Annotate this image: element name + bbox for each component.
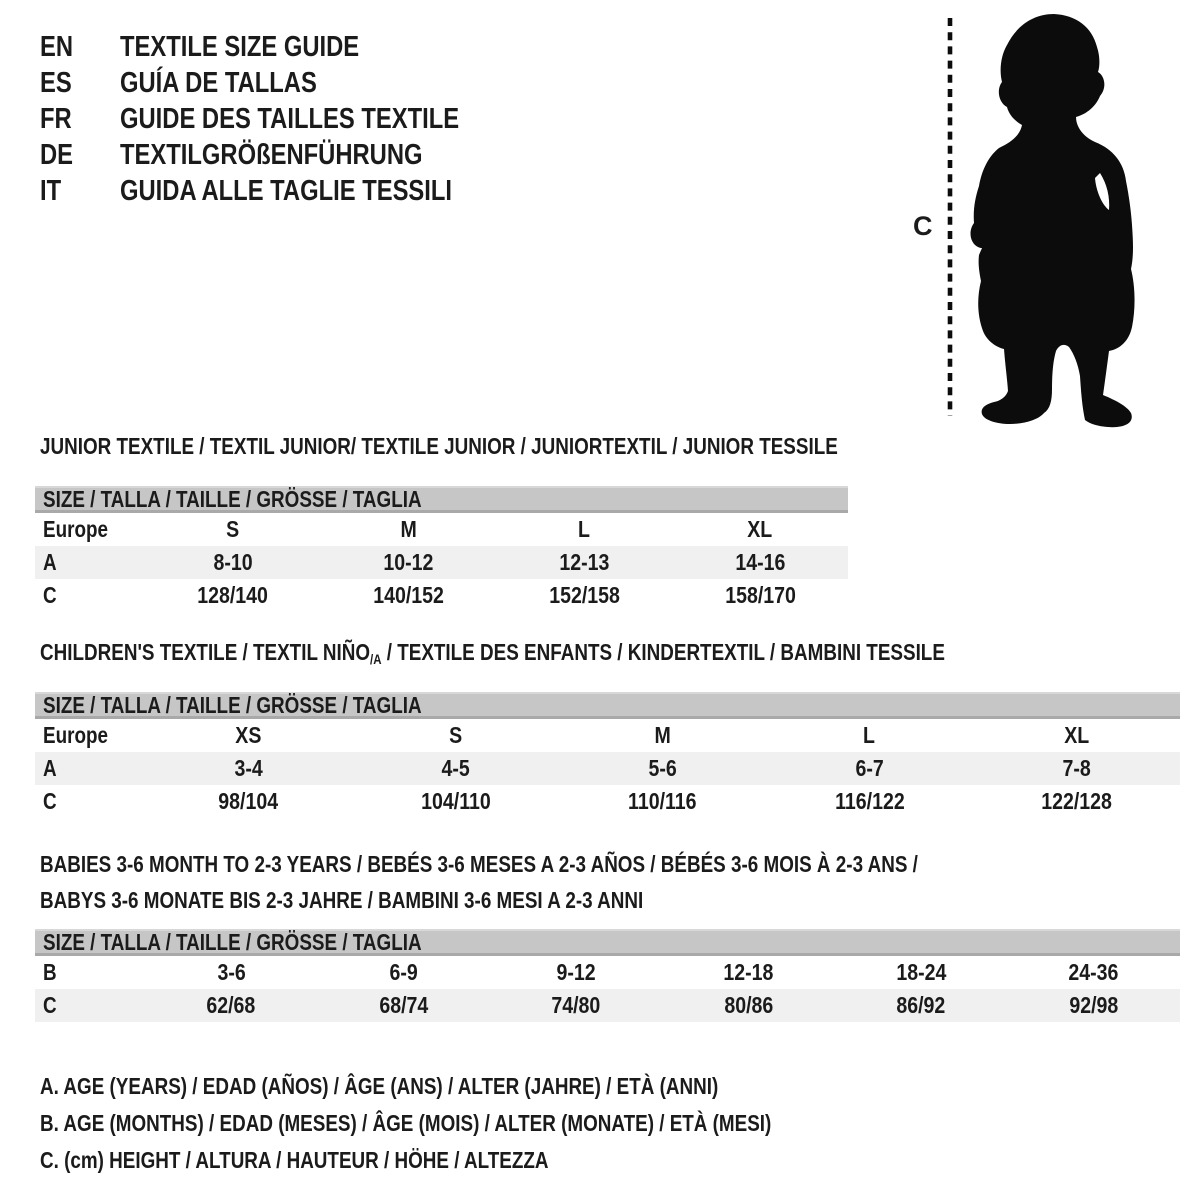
table-cell: 9-12 bbox=[556, 959, 596, 985]
babies-section-heading: BABIES 3-6 MONTH TO 2-3 YEARS / BEBÉS 3-6 MESES A 2-3 AÑOS / BÉBÉS 3-6 MOIS À 2-3 ANS / BABYS 3-6 MONATE BIS 2-3 JAHRE / BAMBINI 3-6 MESI A 2-3 ANNI bbox=[40, 851, 918, 913]
table-row-age bbox=[35, 546, 848, 579]
size-column-header: L bbox=[863, 722, 876, 748]
size-column-header: S bbox=[448, 722, 463, 748]
row-label: A bbox=[43, 755, 57, 781]
table-cell: 140/152 bbox=[373, 582, 444, 608]
lang-row-it bbox=[40, 173, 534, 209]
footnote-age-years: A. AGE (YEARS) / EDAD (AÑOS) / ÂGE (ANS) / ALTER (JAHRE) / ETÀ (ANNI) bbox=[40, 1073, 719, 1099]
row-label: A bbox=[43, 549, 57, 575]
junior-section-heading: JUNIOR TEXTILE / TEXTIL JUNIOR/ TEXTILE JUNIOR / JUNIORTEXTIL / JUNIOR TESSILE bbox=[40, 433, 838, 459]
size-column-header: M bbox=[400, 516, 417, 542]
toddler-silhouette-icon bbox=[900, 12, 1160, 430]
size-column-header: M bbox=[654, 722, 671, 748]
guide-title: TEXTILE SIZE GUIDE bbox=[120, 31, 360, 63]
table-row-age-months bbox=[35, 956, 1180, 989]
table-cell: 14-16 bbox=[735, 549, 786, 575]
table-cell: 158/170 bbox=[724, 582, 796, 608]
table-cell: 128/140 bbox=[197, 582, 269, 608]
row-label: C bbox=[43, 992, 57, 1018]
table-cell: 6-7 bbox=[855, 755, 884, 781]
table-cell: 3-6 bbox=[217, 959, 246, 985]
table-cell: 152/158 bbox=[549, 582, 620, 608]
table-row-sizes bbox=[35, 719, 1180, 752]
table-cell: 10-12 bbox=[383, 549, 434, 575]
lang-code: EN bbox=[40, 31, 74, 63]
table-row-age bbox=[35, 752, 1180, 785]
children-size-table bbox=[35, 692, 1180, 818]
table-cell: 12-13 bbox=[559, 549, 610, 575]
table-cell: 74/80 bbox=[551, 992, 601, 1018]
lang-code: ES bbox=[40, 67, 72, 99]
guide-title: TEXTILGRÖßENFÜHRUNG bbox=[120, 139, 423, 171]
table-row-height bbox=[35, 989, 1180, 1022]
guide-title: GUIDA ALLE TAGLIE TESSILI bbox=[120, 175, 453, 207]
table-cell: 98/104 bbox=[218, 788, 279, 814]
junior-size-table bbox=[35, 486, 848, 612]
row-label: C bbox=[43, 788, 57, 814]
size-header-bar: SIZE / TALLA / TAILLE / GRÖSSE / TAGLIA bbox=[35, 692, 1180, 719]
lang-code: IT bbox=[40, 175, 62, 207]
table-cell: 12-18 bbox=[723, 959, 774, 985]
table-cell: 104/110 bbox=[420, 788, 491, 814]
table-cell: 116/122 bbox=[834, 788, 905, 814]
region-label: Europe bbox=[43, 722, 108, 748]
size-header-bar: SIZE / TALLA / TAILLE / GRÖSSE / TAGLIA bbox=[35, 486, 848, 513]
table-cell: 18-24 bbox=[896, 959, 947, 985]
nino-a-subscript: /A bbox=[370, 651, 382, 667]
size-column-header: S bbox=[226, 516, 240, 542]
guide-title: GUÍA DE TALLAS bbox=[120, 67, 317, 99]
footnote-age-months: B. AGE (MONTHS) / EDAD (MESES) / ÂGE (MOIS) / ALTER (MONATE) / ETÀ (MESI) bbox=[40, 1110, 772, 1136]
table-cell: 92/98 bbox=[1069, 992, 1119, 1018]
size-column-header: XL bbox=[747, 516, 773, 542]
table-cell: 86/92 bbox=[896, 992, 946, 1018]
lang-code: FR bbox=[40, 103, 72, 135]
region-label: Europe bbox=[43, 516, 108, 542]
guide-title: GUIDE DES TAILLES TEXTILE bbox=[120, 103, 460, 135]
language-title-list bbox=[40, 29, 534, 209]
row-label: B bbox=[43, 959, 57, 985]
table-cell: 122/128 bbox=[1041, 788, 1112, 814]
lang-row-de bbox=[40, 137, 534, 173]
size-header-bar: SIZE / TALLA / TAILLE / GRÖSSE / TAGLIA bbox=[35, 929, 1180, 956]
table-cell: 62/68 bbox=[206, 992, 256, 1018]
legend-footnotes bbox=[40, 1068, 932, 1179]
table-cell: 110/116 bbox=[628, 788, 697, 814]
table-cell: 4-5 bbox=[441, 755, 470, 781]
lang-row-es bbox=[40, 65, 534, 101]
table-cell: 24-36 bbox=[1068, 959, 1119, 985]
table-row-height bbox=[35, 785, 1180, 818]
size-column-header: L bbox=[578, 516, 591, 542]
size-column-header: XL bbox=[1064, 722, 1089, 748]
table-cell: 5-6 bbox=[648, 755, 677, 781]
footnote-height-cm: C. (cm) HEIGHT / ALTURA / HAUTEUR / HÖHE / ALTEZZA bbox=[40, 1147, 549, 1173]
table-cell: 68/74 bbox=[379, 992, 429, 1018]
lang-row-fr bbox=[40, 101, 534, 137]
table-row-height bbox=[35, 579, 848, 612]
table-cell: 3-4 bbox=[234, 755, 263, 781]
babies-size-table bbox=[35, 929, 1180, 1022]
table-cell: 7-8 bbox=[1062, 755, 1091, 781]
lang-row-en bbox=[40, 29, 534, 65]
row-label: C bbox=[43, 582, 57, 608]
children-section-heading: CHILDREN'S TEXTILE / TEXTIL $NIÑO_{/A}$ / TEXTILE DES ENFANTS / KINDERTEXTIL / BAMBINI TESSILE bbox=[40, 639, 945, 667]
table-cell: 8-10 bbox=[213, 549, 253, 575]
size-column-header: XS bbox=[235, 722, 262, 748]
table-cell: 6-9 bbox=[389, 959, 418, 985]
table-row-sizes bbox=[35, 513, 848, 546]
figure-height-label: C bbox=[913, 211, 933, 241]
lang-code: DE bbox=[40, 139, 74, 171]
table-cell: 80/86 bbox=[724, 992, 774, 1018]
